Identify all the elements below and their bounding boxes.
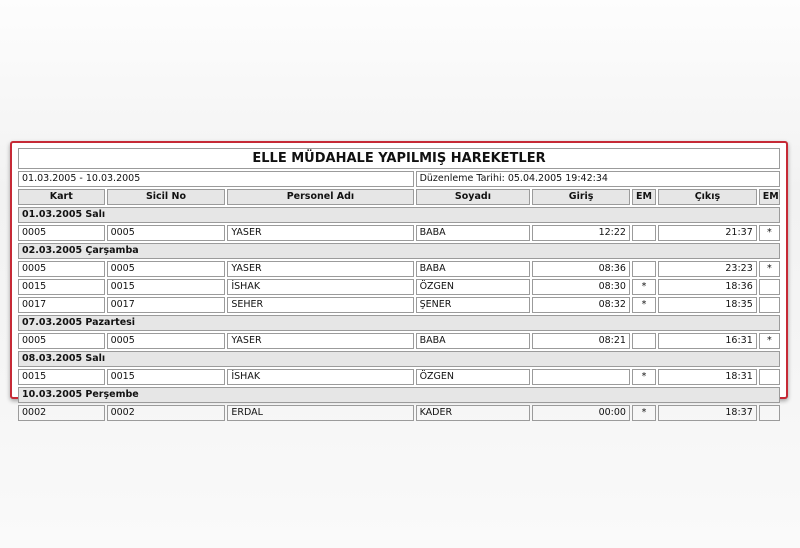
edit-date: Düzenleme Tarihi: 05.04.2005 19:42:34 <box>416 171 780 187</box>
cell-em-cikis <box>759 405 780 421</box>
report-title: ELLE MÜDAHALE YAPILMIŞ HAREKETLER <box>18 148 780 169</box>
date-group-label: 07.03.2005 Pazartesi <box>18 315 780 331</box>
cell-soyadi: ÖZGEN <box>416 279 531 295</box>
cell-cikis: 18:31 <box>658 369 757 385</box>
cell-kart: 0017 <box>18 297 105 313</box>
cell-cikis: 23:23 <box>658 261 757 277</box>
column-header-em-cikis: EM <box>759 189 780 205</box>
cell-sicil-no: 0005 <box>107 261 226 277</box>
cell-personel-adi: İSHAK <box>227 279 413 295</box>
cell-giris: 08:21 <box>532 333 630 349</box>
cell-giris: 00:00 <box>532 405 630 421</box>
cell-em-giris: * <box>632 405 656 421</box>
cell-em-cikis: * <box>759 261 780 277</box>
cell-sicil-no: 0005 <box>107 333 226 349</box>
cell-cikis: 16:31 <box>658 333 757 349</box>
cell-em-cikis: * <box>759 333 780 349</box>
column-header-em-giris: EM <box>632 189 656 205</box>
cell-giris: 08:32 <box>532 297 630 313</box>
cell-sicil-no: 0015 <box>107 279 226 295</box>
table-row <box>18 225 780 241</box>
cell-soyadi: BABA <box>416 261 531 277</box>
cell-sicil-no: 0017 <box>107 297 226 313</box>
column-header-giris: Giriş <box>532 189 630 205</box>
cell-em-cikis <box>759 279 780 295</box>
date-group-row <box>18 387 780 403</box>
cell-kart: 0005 <box>18 225 105 241</box>
cell-cikis: 18:36 <box>658 279 757 295</box>
cell-em-cikis <box>759 369 780 385</box>
cell-em-giris <box>632 333 656 349</box>
column-header-cikis: Çıkış <box>658 189 757 205</box>
column-header-personel-adi: Personel Adı <box>227 189 413 205</box>
cell-soyadi: ÖZGEN <box>416 369 531 385</box>
cell-kart: 0002 <box>18 405 105 421</box>
cell-giris: 12:22 <box>532 225 630 241</box>
cell-soyadi: BABA <box>416 225 531 241</box>
cell-soyadi: KADER <box>416 405 531 421</box>
table-row <box>18 333 780 349</box>
title-row <box>18 148 780 169</box>
cell-personel-adi: YASER <box>227 225 413 241</box>
column-header-sicil-no: Sicil No <box>107 189 226 205</box>
cell-cikis: 21:37 <box>658 225 757 241</box>
cell-kart: 0015 <box>18 279 105 295</box>
date-group-row <box>18 207 780 223</box>
cell-kart: 0005 <box>18 261 105 277</box>
cell-personel-adi: ERDAL <box>227 405 413 421</box>
cell-personel-adi: YASER <box>227 261 413 277</box>
cell-sicil-no: 0015 <box>107 369 226 385</box>
cell-em-cikis: * <box>759 225 780 241</box>
cell-em-cikis <box>759 297 780 313</box>
cell-kart: 0015 <box>18 369 105 385</box>
cell-giris: 08:36 <box>532 261 630 277</box>
cell-em-giris: * <box>632 369 656 385</box>
table-row <box>18 369 780 385</box>
table-row <box>18 279 780 295</box>
cell-sicil-no: 0005 <box>107 225 226 241</box>
cell-personel-adi: YASER <box>227 333 413 349</box>
column-header-kart: Kart <box>18 189 105 205</box>
date-group-label: 08.03.2005 Salı <box>18 351 780 367</box>
cell-personel-adi: SEHER <box>227 297 413 313</box>
cell-em-giris <box>632 261 656 277</box>
report-table <box>16 146 782 423</box>
date-range: 01.03.2005 - 10.03.2005 <box>18 171 414 187</box>
date-group-row <box>18 315 780 331</box>
table-row <box>18 297 780 313</box>
cell-cikis: 18:35 <box>658 297 757 313</box>
cell-sicil-no: 0002 <box>107 405 226 421</box>
table-row <box>18 405 780 421</box>
report-panel <box>10 141 788 418</box>
info-row <box>18 171 780 187</box>
cell-giris <box>532 369 630 385</box>
cell-cikis: 18:37 <box>658 405 757 421</box>
cell-personel-adi: İSHAK <box>227 369 413 385</box>
date-group-label: 10.03.2005 Perşembe <box>18 387 780 403</box>
date-group-label: 02.03.2005 Çarşamba <box>18 243 780 259</box>
cell-kart: 0005 <box>18 333 105 349</box>
cell-em-giris: * <box>632 279 656 295</box>
date-group-row <box>18 351 780 367</box>
cell-soyadi: ŞENER <box>416 297 531 313</box>
date-group-row <box>18 243 780 259</box>
header-row <box>18 189 780 205</box>
table-row <box>18 261 780 277</box>
cell-em-giris <box>632 225 656 241</box>
date-group-label: 01.03.2005 Salı <box>18 207 780 223</box>
cell-em-giris: * <box>632 297 656 313</box>
cell-giris: 08:30 <box>532 279 630 295</box>
cell-soyadi: BABA <box>416 333 531 349</box>
column-header-soyadi: Soyadı <box>416 189 531 205</box>
